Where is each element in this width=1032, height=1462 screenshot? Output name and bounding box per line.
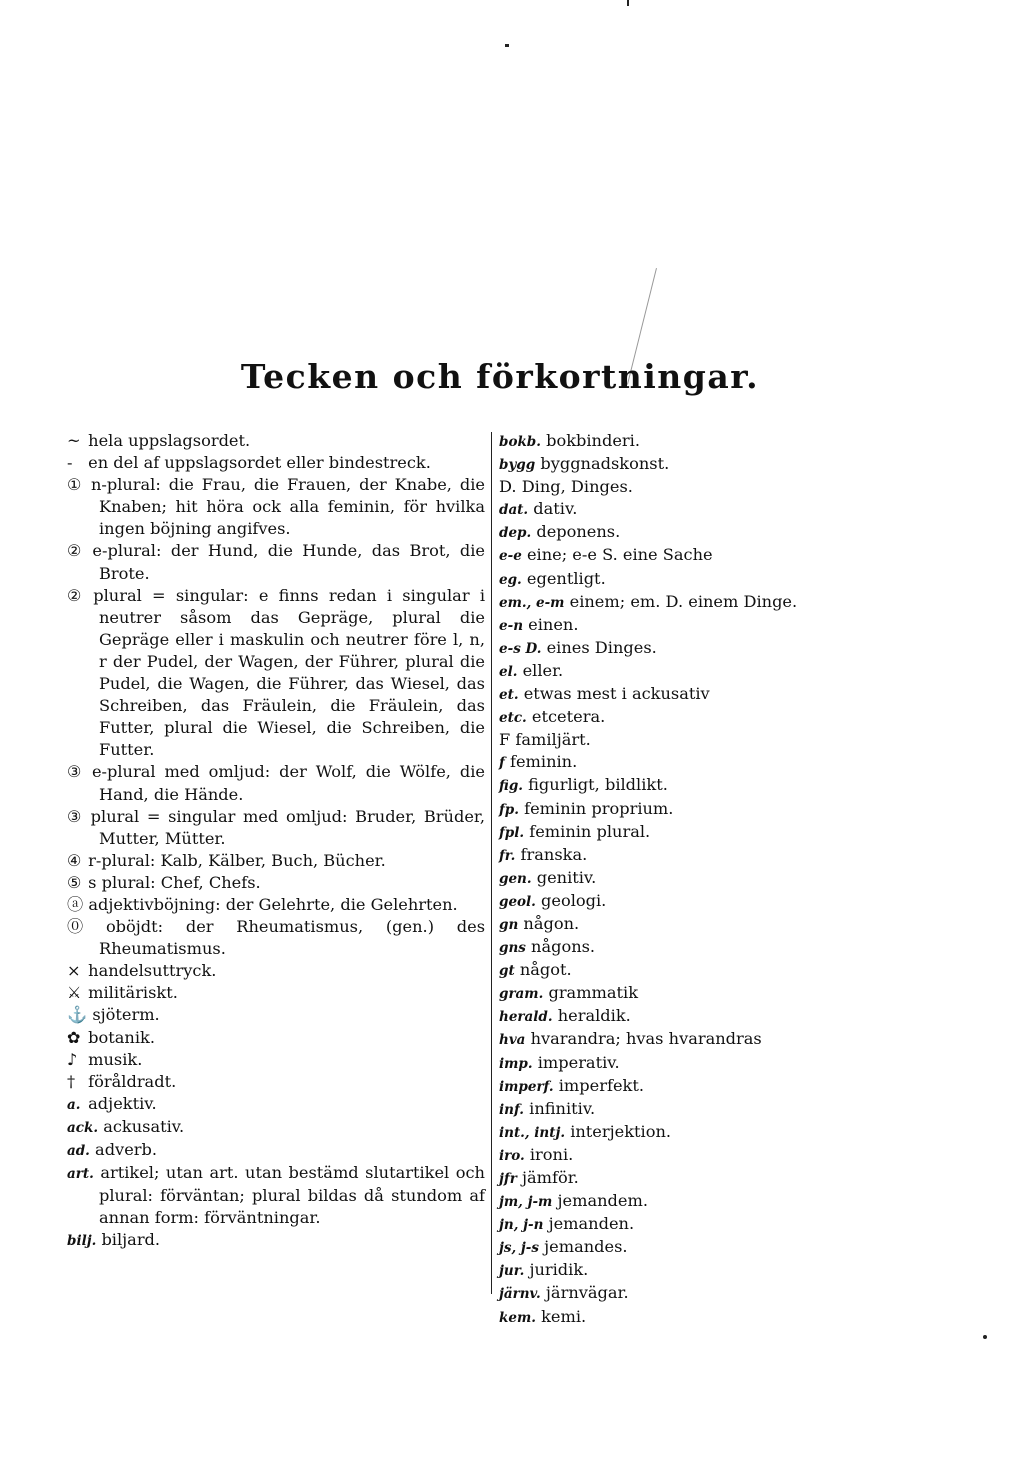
- top-dot: [505, 44, 509, 47]
- entry-abbreviation: e-s D.: [499, 640, 542, 657]
- entry-abbreviation: herald.: [499, 1009, 553, 1026]
- entry-abbreviation: int., intj.: [499, 1124, 566, 1141]
- entry-text: militäriskt.: [88, 983, 178, 1003]
- list-item: [499, 453, 839, 476]
- entry-text: en del af uppslagsordet eller bindestreck.: [88, 453, 431, 473]
- entry-text: figurligt, bildlikt.: [528, 775, 668, 795]
- entry-abbreviation: jfr: [499, 1171, 517, 1187]
- entry-text: oböjdt: der Rheumatismus, (gen.) des Rheumatismus.: [99, 917, 485, 959]
- entry-text: eines Dinges.: [546, 637, 657, 657]
- entry-abbreviation: e-n: [499, 617, 524, 634]
- entry-abbreviation: fp.: [499, 801, 519, 818]
- entry-abbreviation: fpl.: [499, 824, 525, 841]
- entry-text: biljard.: [101, 1230, 161, 1250]
- list-item: × handelsuttryck.: [67, 961, 217, 981]
- list-item: † föråldradt.: [67, 1071, 177, 1091]
- list-item: ③ e-plural med omljud: der Wolf, die Wölfe, die Hand, die Hände.: [67, 762, 485, 804]
- entry-text: genitiv.: [536, 867, 597, 887]
- entry-abbreviation: jn, j-n: [499, 1217, 544, 1234]
- list-item: [67, 1229, 485, 1252]
- list-item: [67, 1139, 485, 1162]
- entry-text: kemi.: [541, 1306, 587, 1326]
- list-item: [499, 1098, 839, 1121]
- list-item: [499, 430, 839, 453]
- entry-text: jemandes.: [544, 1237, 628, 1257]
- list-item: [499, 614, 839, 637]
- entry-text: franska.: [520, 844, 588, 864]
- list-item: - en del af uppslagsordet eller bindestreck.: [67, 453, 431, 473]
- entry-text: hvarandra; hvas hvarandras: [530, 1029, 762, 1049]
- list-item: ✿ botanik.: [67, 1027, 155, 1047]
- list-item: [499, 751, 839, 774]
- entry-abbreviation: et.: [499, 687, 519, 704]
- entry-text: e-plural med omljud: der Wolf, die Wölfe, die Hand, die Hände.: [91, 762, 485, 804]
- list-item: [499, 637, 839, 660]
- entry-text: järnvägar.: [545, 1283, 629, 1303]
- left-column: [67, 430, 486, 1252]
- entry-abbreviation: fr.: [499, 847, 516, 864]
- list-item: [499, 1213, 839, 1236]
- list-item: [499, 544, 839, 567]
- entry-abbreviation: F: [499, 730, 511, 750]
- entry-text: juridik.: [529, 1260, 589, 1280]
- entry-text: någons.: [531, 937, 596, 957]
- entry-text: interjektion.: [570, 1121, 672, 1141]
- entry-text: plural = singular med omljud: Bruder, Brüder, Mutter, Mütter.: [90, 806, 486, 848]
- entry-text: något.: [519, 960, 572, 980]
- entry-text: eller.: [522, 660, 564, 680]
- entry-text: etwas mest i ackusativ: [523, 684, 710, 704]
- list-item: [499, 798, 839, 821]
- entry-text: n-plural: die Frau, die Frauen, der Knabe, die Knaben; hit höra ock alla feminin, för hvilka ingen böjning angifves.: [90, 475, 485, 539]
- list-item: [67, 1004, 485, 1026]
- entry-abbreviation: art.: [67, 1166, 94, 1183]
- list-item: [499, 936, 839, 959]
- entry-text: hela uppslagsordet.: [88, 431, 251, 450]
- entry-text: jämför.: [521, 1168, 579, 1187]
- list-item: [499, 1005, 839, 1028]
- entry-text: feminin proprium.: [524, 798, 674, 818]
- list-item: [499, 959, 839, 982]
- entry-abbreviation: gns: [499, 940, 526, 957]
- column-divider: [491, 432, 492, 1294]
- entry-text: jemandem.: [557, 1191, 648, 1211]
- entry-abbreviation: hva: [499, 1032, 526, 1049]
- list-item: [499, 1052, 839, 1075]
- entry-text: r-plural: Kalb, Kälber, Buch, Bücher.: [88, 850, 386, 870]
- list-item: [499, 867, 839, 890]
- entry-text: bokbinderi.: [546, 431, 640, 450]
- entry-text: einem; em. D. einem Dinge.: [569, 591, 798, 611]
- list-item: [499, 821, 839, 844]
- entry-text: adjektivböjning: der Gelehrte, die Gelehrten.: [88, 894, 458, 914]
- list-item: ② e-plural: der Hund, die Hunde, das Brot, die Brote.: [67, 541, 485, 583]
- entry-abbreviation: gn: [499, 916, 519, 933]
- list-item: [499, 706, 839, 729]
- entry-abbreviation: kem.: [499, 1309, 536, 1326]
- entry-text: heraldik.: [557, 1006, 631, 1026]
- top-edge-mark: [627, 0, 629, 6]
- list-item: [67, 894, 485, 916]
- list-item: [499, 913, 839, 936]
- entry-text: familjärt.: [515, 730, 591, 750]
- list-item: [499, 890, 839, 913]
- list-item: ② plural = singular: e finns redan i singular i neutrer såsom das Gepräge, plural die Gepräge eller i maskulin och neutrer före l, n, r der Pudel, der Wagen, der Führer, plural die Pudel, die Wagen, die Führer, das Wiesel, das Schreiben, das Fräulein, die Fräulein, das Futter, plural die Wiesel, die Schreiben, die Futter.: [67, 585, 485, 760]
- list-item: [499, 1075, 839, 1098]
- entry-text: artikel; utan art. utan bestämd slutartikel och plural: förväntan; plural bildas då stundom af annan form: förväntningar.: [99, 1163, 485, 1228]
- entry-text: egentligt.: [526, 568, 606, 588]
- list-item: [499, 591, 839, 614]
- entry-abbreviation: f: [499, 755, 505, 772]
- entry-text: Ding, Dinges.: [521, 477, 633, 497]
- entry-abbreviation: järnv.: [499, 1286, 541, 1303]
- list-item: [499, 982, 839, 1005]
- right-column: [499, 430, 839, 1329]
- entry-text: botanik.: [88, 1027, 155, 1047]
- list-item: [499, 729, 839, 751]
- entry-abbreviation: ack.: [67, 1119, 99, 1136]
- entry-text: plural = singular: e finns redan i singular i neutrer såsom das Gepräge, plural die Gepräge eller i maskulin och neutrer före l, n, r der Pudel, der Wagen, der Führer, plural die Pudel, die Wagen, die Führer, das Wiesel, das Schreiben, das Fräulein, die Fräulein, das Futter, plural die Wiesel, die Schreiben, die Futter.: [93, 585, 485, 760]
- entry-text: jemanden.: [548, 1214, 635, 1234]
- entry-text: handelsuttryck.: [88, 961, 217, 981]
- entry-abbreviation: inf.: [499, 1101, 524, 1118]
- list-item: ① n-plural: die Frau, die Frauen, der Knabe, die Knaben; hit höra ock alla feminin, för hvilka ingen böjning angifves.: [67, 475, 485, 539]
- entry-abbreviation: el.: [499, 663, 518, 680]
- list-item: [499, 1306, 839, 1329]
- entry-abbreviation: bokb.: [499, 434, 541, 450]
- page-title: Tecken och förkortningar.: [240, 357, 760, 396]
- entry-abbreviation: imp.: [499, 1055, 533, 1072]
- entry-abbreviation: e-e: [499, 548, 522, 565]
- list-item: ③ plural = singular med omljud: Bruder, Brüder, Mutter, Mütter.: [67, 806, 486, 848]
- entry-abbreviation: gen.: [499, 870, 532, 887]
- list-item: [499, 1144, 839, 1167]
- list-item: [499, 683, 839, 706]
- list-item: [499, 844, 839, 867]
- entry-abbreviation: bilj.: [67, 1233, 97, 1250]
- entry-text: musik.: [88, 1049, 143, 1069]
- list-item: ⑤ s plural: Chef, Chefs.: [67, 872, 261, 892]
- entry-abbreviation: dep.: [499, 525, 532, 542]
- entry-abbreviation: imperf.: [499, 1078, 554, 1095]
- entry-abbreviation: js, j-s: [499, 1240, 539, 1257]
- entry-text: grammatik: [548, 983, 639, 1003]
- list-item: [499, 1259, 839, 1282]
- entry-text: ackusativ.: [103, 1116, 185, 1136]
- entry-abbreviation: jur.: [499, 1263, 525, 1280]
- list-item: ④ r-plural: Kalb, Kälber, Buch, Bücher.: [67, 850, 386, 870]
- list-item: a. adjektiv.: [67, 1093, 157, 1113]
- entry-text: föråldradt.: [88, 1071, 177, 1091]
- entry-abbreviation: etc.: [499, 710, 527, 727]
- entry-text: imperfekt.: [558, 1075, 644, 1095]
- entry-abbreviation: em., e-m: [499, 594, 565, 611]
- list-item: [499, 476, 839, 498]
- entry-abbreviation: fig.: [499, 778, 523, 795]
- list-item: [499, 1236, 839, 1259]
- list-item: [499, 774, 839, 797]
- entry-abbreviation: geol.: [499, 893, 536, 910]
- list-item: [499, 498, 839, 521]
- entry-abbreviation: gt: [499, 963, 515, 980]
- list-item: ⚔ militäriskt.: [67, 983, 178, 1003]
- list-item: [67, 1116, 485, 1139]
- entry-text: någon.: [523, 913, 580, 933]
- entry-text: dativ.: [533, 499, 578, 519]
- list-item: ♪ musik.: [67, 1049, 143, 1069]
- entry-abbreviation: bygg: [499, 457, 536, 474]
- entry-text: feminin plural.: [529, 821, 651, 841]
- entry-text: ironi.: [529, 1144, 574, 1164]
- list-item: [499, 1282, 839, 1305]
- list-item: [499, 521, 839, 544]
- list-item: [499, 1028, 839, 1051]
- entry-abbreviation: ad.: [67, 1143, 90, 1159]
- entry-text: adjektiv.: [88, 1093, 157, 1113]
- entry-text: sjöterm.: [92, 1005, 160, 1025]
- right-edge-dot: [983, 1335, 987, 1339]
- entry-abbreviation: D.: [499, 477, 517, 497]
- entry-text: s plural: Chef, Chefs.: [88, 872, 261, 892]
- entry-abbreviation: eg.: [499, 571, 522, 588]
- entry-abbreviation: gram.: [499, 986, 544, 1003]
- entry-abbreviation: dat.: [499, 502, 529, 519]
- entry-text: geologi.: [541, 890, 607, 910]
- entry-text: etcetera.: [531, 707, 606, 727]
- entry-text: infinitiv.: [529, 1098, 596, 1118]
- list-item: [67, 916, 485, 960]
- list-item: [499, 1167, 839, 1190]
- list-item: [499, 1190, 839, 1213]
- list-item: [499, 660, 839, 683]
- list-item: [499, 1121, 839, 1144]
- entry-text: deponens.: [536, 522, 621, 542]
- list-item: [499, 568, 839, 591]
- entry-text: byggnadskonst.: [540, 454, 670, 474]
- entry-abbreviation: iro.: [499, 1147, 525, 1164]
- entry-text: eine; e-e S. eine Sache: [526, 545, 713, 565]
- entry-text: adverb.: [95, 1140, 158, 1159]
- entry-text: e-plural: der Hund, die Hunde, das Brot, die Brote.: [92, 541, 485, 583]
- entry-symbol: ⚓: [67, 1005, 88, 1025]
- entry-text: einen.: [528, 614, 579, 634]
- list-item: [67, 1162, 485, 1229]
- entry-text: feminin.: [509, 752, 578, 772]
- entry-text: imperativ.: [537, 1052, 620, 1072]
- entry-abbreviation: jm, j-m: [499, 1194, 553, 1211]
- list-item: ~ hela uppslagsordet.: [67, 431, 251, 450]
